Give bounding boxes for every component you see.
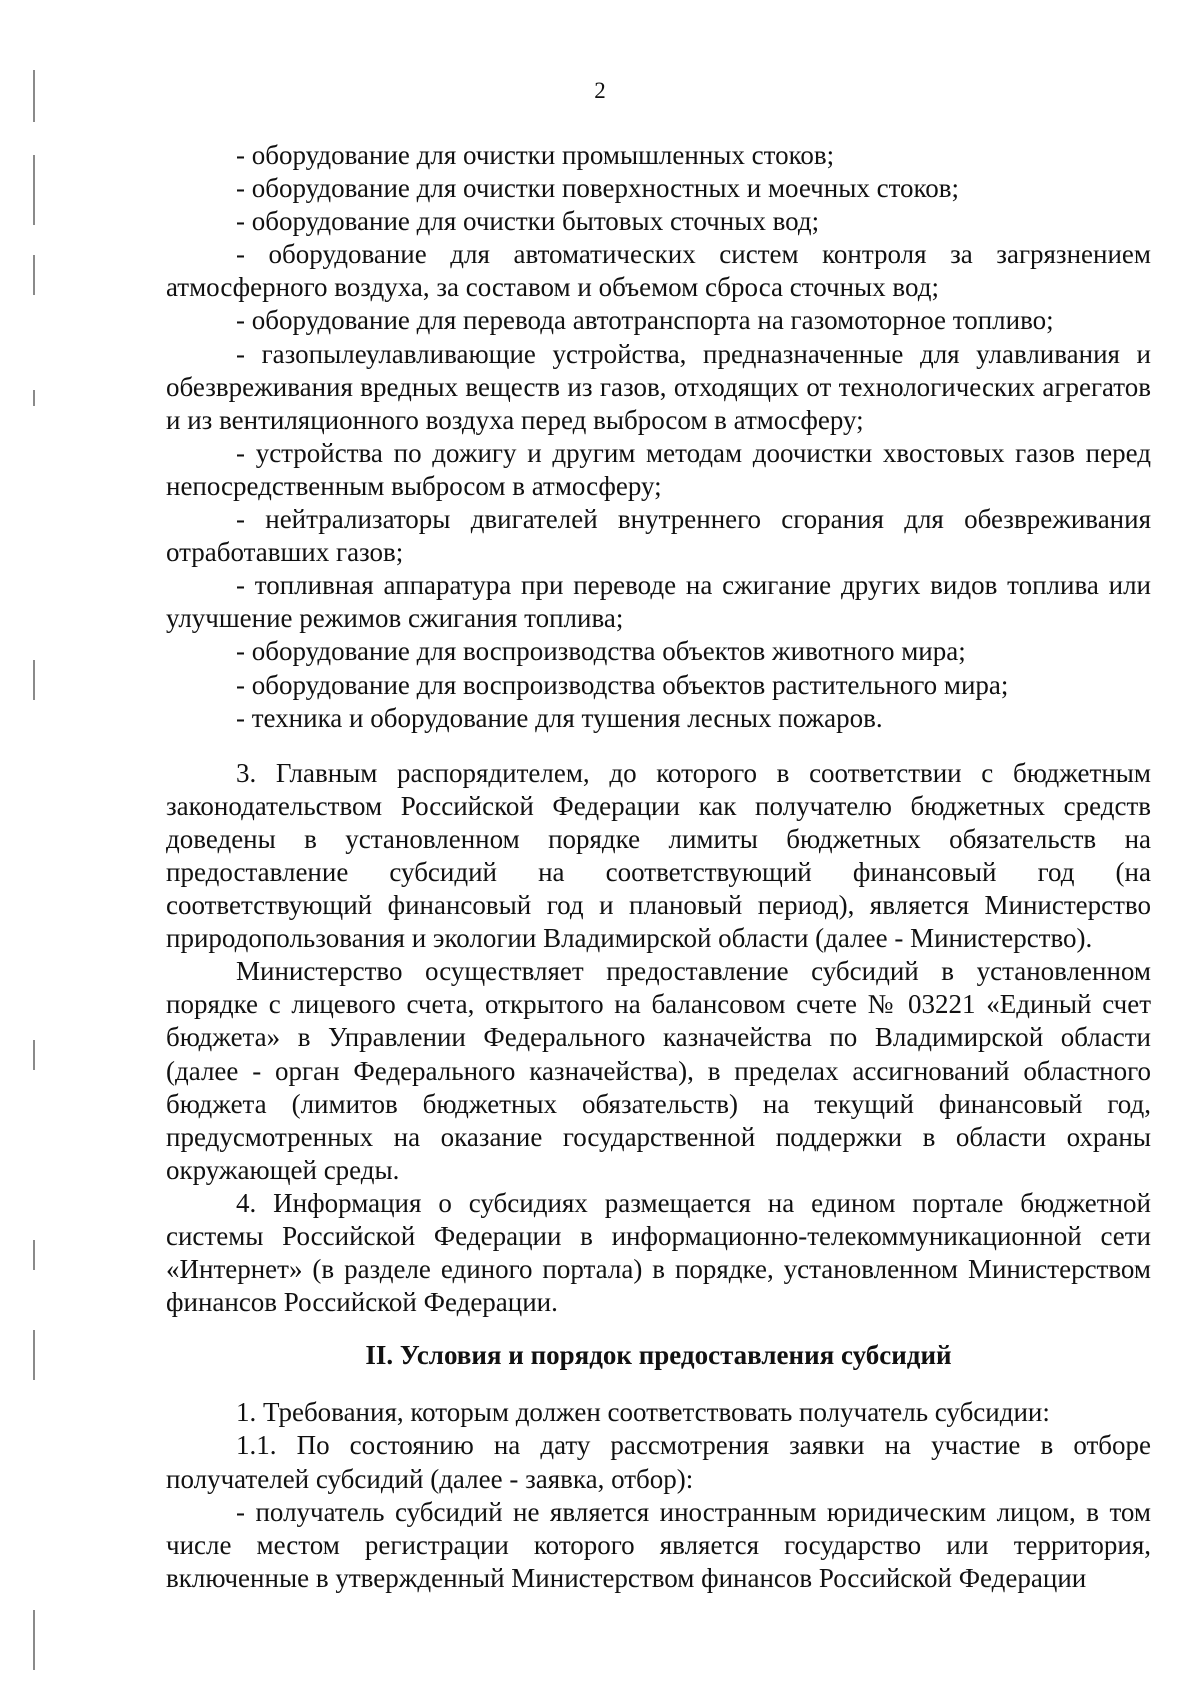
scan-edge-mark	[33, 1330, 35, 1380]
paragraph: - техника и оборудование для тушения лесных пожаров.	[236, 702, 883, 733]
paragraph: 3. Главным распорядителем, до которого в соответствии с бюджетным законодательством Российской Федерации как получателю бюджетных средств доведены в установленном порядке лимиты бюджетных обязательств на предоставление субсидий на соответствующий финансовый год (на соответствующий финансовый год и плановый период), является Министерство природопользования и экологии Владимирской области (далее - Министерство).	[166, 757, 1151, 954]
section-heading: II. Условия и порядок предоставления субсидий	[365, 1340, 952, 1371]
scan-edge-mark	[33, 660, 35, 700]
paragraph: - газопылеулавливающие устройства, предназначенные для улавливания и обезвреживания вредных веществ из газов, отходящих от технологических агрегатов и из вентиляционного воздуха перед выбросом в атмосферу;	[166, 338, 1151, 435]
paragraph: - устройства по дожигу и другим методам доочистки хвостовых газов перед непосредственным выбросом в атмосферу;	[166, 437, 1151, 501]
paragraph: - нейтрализаторы двигателей внутреннего сгорания для обезвреживания отработавших газов;	[166, 504, 1151, 568]
scan-edge-mark	[33, 1610, 35, 1670]
scan-edge-mark	[33, 155, 35, 225]
paragraph: Министерство осуществляет предоставление субсидий в установленном порядке с лицевого счета, открытого на балансовом счете № 03221 «Единый счет бюджета» в Управлении Федерального казначейства по Владимирской области (далее - орган Федерального казначейства), в пределах ассигнований областного бюджета (лимитов бюджетных обязательств) на текущий финансовый год, предусмотренных на оказание государственной поддержки в области охраны окружающей среды.	[166, 956, 1151, 1185]
paragraph: - топливная аппаратура при переводе на сжигание других видов топлива или улучшение режимов сжигания топлива;	[166, 570, 1151, 634]
paragraph: - оборудование для перевода автотранспорта на газомоторное топливо;	[236, 305, 1054, 336]
scan-edge-mark	[33, 1240, 35, 1270]
paragraph: - оборудование для воспроизводства объектов растительного мира;	[236, 669, 1009, 700]
paragraph: - оборудование для очистки промышленных стоков;	[236, 140, 835, 170]
scan-edge-mark	[33, 390, 35, 406]
paragraph: - оборудование для автоматических систем контроля за загрязнением атмосферного воздуха, за составом и объемом сброса сточных вод;	[166, 239, 1151, 303]
page-number: 2	[594, 78, 606, 103]
scan-edge-mark	[33, 1040, 35, 1070]
paragraph: - оборудование для очистки поверхностных и моечных стоков;	[236, 173, 960, 204]
paragraph: - получатель субсидий не является иностранным юридическим лицом, в том числе местом регистрации которого является государство или территория, включенные в утвержденный Министерством финансов Российской Федерации	[166, 1496, 1151, 1593]
document-body	[166, 139, 1151, 1595]
paragraph: - оборудование для воспроизводства объектов животного мира;	[236, 636, 966, 667]
paragraph: 4. Информация о субсидиях размещается на едином портале бюджетной системы Российской Федерации в информационно-телекоммуникационной сети «Интернет» (в разделе единого портала) в порядке, установленном Министерством финансов Российской Федерации.	[166, 1187, 1151, 1318]
paragraph: 1.1. По состоянию на дату рассмотрения заявки на участие в отборе получателей субсидий (далее - заявка, отбор):	[166, 1430, 1151, 1494]
scan-edge-mark	[33, 255, 35, 295]
paragraph: 1. Требования, которым должен соответствовать получатель субсидии:	[236, 1397, 1050, 1428]
paragraph: - оборудование для очистки бытовых сточных вод;	[236, 206, 820, 237]
